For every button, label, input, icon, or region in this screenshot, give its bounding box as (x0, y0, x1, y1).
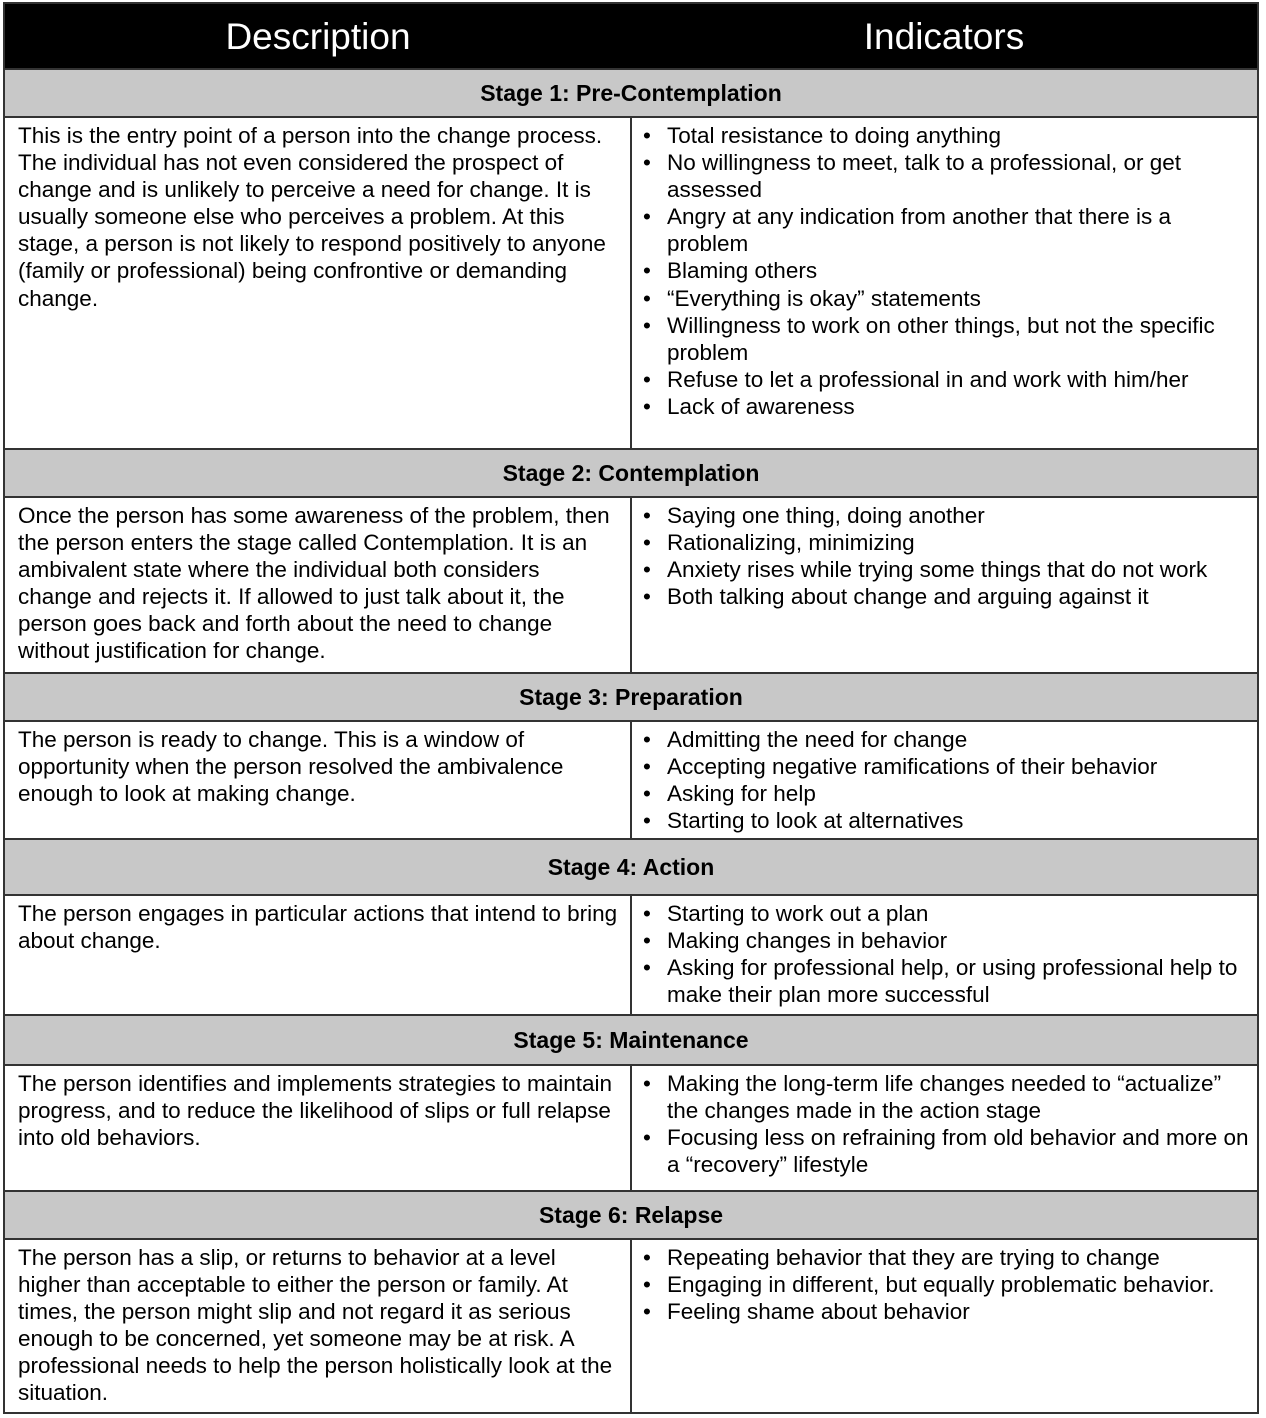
stage-2-header: Stage 2: Contemplation (5, 448, 1257, 498)
indicator-item: • Asking for professional help, or using professional help to make their plan more successful (641, 954, 1253, 1008)
stage-3-description: The person is ready to change. This is a window of opportunity when the person resolved the ambivalence enough to look at making change. (18, 727, 564, 807)
stage-3-indicators (641, 726, 1253, 834)
indicator-item: • Asking for help (641, 780, 1253, 807)
stages-of-change-table (3, 2, 1259, 1414)
table-header (5, 4, 1257, 68)
indicator-item: • Making the long-term life changes needed to “actualize” the changes made in the action stage (641, 1070, 1253, 1124)
column-divider (630, 1240, 632, 1412)
stage-4-description: The person engages in particular actions that intend to bring about change. (18, 901, 618, 954)
stage-1-row (5, 118, 1257, 448)
stage-2-row (5, 498, 1257, 672)
indicator-item: • Rationalizing, minimizing (641, 529, 1253, 556)
stage-5-indicators (641, 1070, 1253, 1178)
indicator-item: • Accepting negative ramifications of their behavior (641, 753, 1253, 780)
stage-6-description: The person has a slip, or returns to behavior at a level higher than acceptable to either the person or family. At times, the person might slip and not regard it as serious enough to be concerned, yet someone may be at risk. A professional needs to help the person holistically look at the situation. (18, 1245, 613, 1406)
stage-6-row (5, 1240, 1257, 1412)
column-divider (630, 1066, 632, 1190)
column-divider (630, 498, 632, 672)
indicator-item: • Making changes in behavior (641, 927, 1253, 954)
indicator-item: • Repeating behavior that they are trying to change (641, 1244, 1253, 1271)
stage-1-indicators (641, 122, 1253, 420)
stage-4-indicators (641, 900, 1253, 1008)
indicator-item: • No willingness to meet, talk to a professional, or get assessed (641, 149, 1253, 203)
indicator-item: • Starting to work out a plan (641, 900, 1253, 927)
indicator-item: • Refuse to let a professional in and work with him/her (641, 366, 1253, 393)
indicator-item: • Focusing less on refraining from old behavior and more on a “recovery” lifestyle (641, 1124, 1253, 1178)
indicators-column-header: Indicators (863, 16, 1025, 57)
column-divider (630, 896, 632, 1014)
stage-6-header: Stage 6: Relapse (5, 1190, 1257, 1240)
stage-5-header: Stage 5: Maintenance (5, 1014, 1257, 1066)
indicator-item: • Saying one thing, doing another (641, 502, 1253, 529)
indicator-item: • Anxiety rises while trying some things that do not work (641, 556, 1253, 583)
stage-3-row (5, 722, 1257, 838)
indicator-item: • Blaming others (641, 257, 1253, 284)
indicator-item: • Angry at any indication from another that there is a problem (641, 203, 1253, 257)
indicator-item: • Starting to look at alternatives (641, 807, 1253, 834)
stage-4-header: Stage 4: Action (5, 838, 1257, 896)
indicator-item: • Engaging in different, but equally problematic behavior. (641, 1271, 1253, 1298)
stage-4-row (5, 896, 1257, 1014)
indicator-item: • Willingness to work on other things, but not the specific problem (641, 312, 1253, 366)
column-divider (630, 118, 632, 448)
indicator-item: • Both talking about change and arguing against it (641, 583, 1253, 610)
indicator-item: • Lack of awareness (641, 393, 1253, 420)
indicator-item: • Feeling shame about behavior (641, 1298, 1253, 1325)
stage-1-header: Stage 1: Pre-Contemplation (5, 68, 1257, 118)
stage-2-description: Once the person has some awareness of the problem, then the person enters the stage called Contemplation. It is an ambivalent state where the individual both considers change and rejects it. If allowed to just talk about it, the person goes back and forth about the need to change without justification for change. (18, 503, 610, 664)
indicator-item: • Admitting the need for change (641, 726, 1253, 753)
column-divider (630, 722, 632, 838)
stage-2-indicators (641, 502, 1253, 610)
stage-3-header: Stage 3: Preparation (5, 672, 1257, 722)
indicator-item: • “Everything is okay” statements (641, 285, 1253, 312)
stage-6-indicators (641, 1244, 1253, 1325)
stage-5-row (5, 1066, 1257, 1190)
indicator-item: • Total resistance to doing anything (641, 122, 1253, 149)
stage-5-description: The person identifies and implements strategies to maintain progress, and to reduce the likelihood of slips or full relapse into old behaviors. (18, 1071, 613, 1151)
description-column-header: Description (225, 16, 411, 57)
stage-1-description: This is the entry point of a person into the change process. The individual has not even considered the prospect of change and is unlikely to perceive a need for change. It is usually someone else who perceives a problem. At this stage, a person is not likely to respond positively to anyone (family or professional) being confrontive or demanding change. (18, 123, 606, 311)
